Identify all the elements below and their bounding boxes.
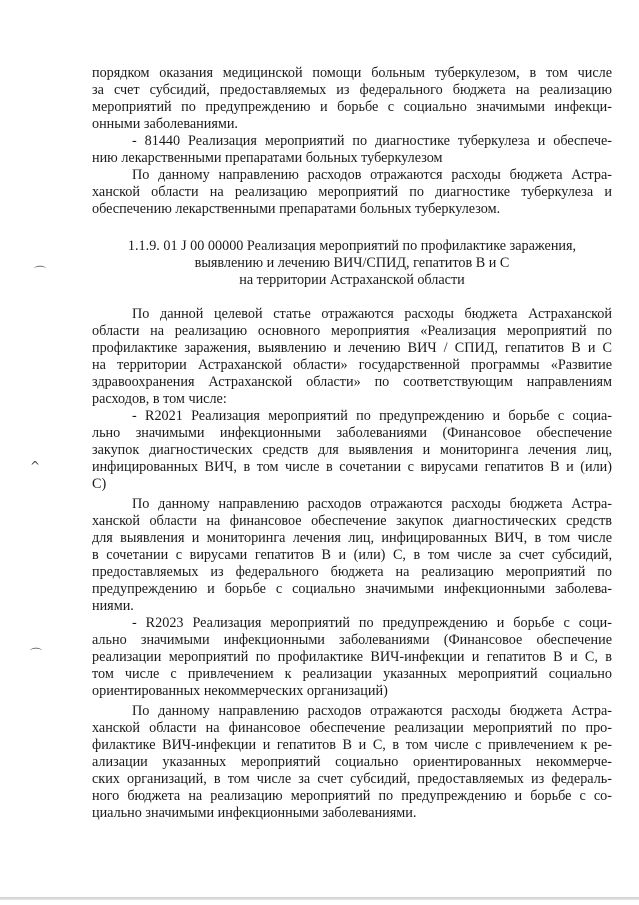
text-line: расходов, в том числе: xyxy=(92,391,227,407)
text-line: ханской области на финансовое обеспечение закупок диагностических средств xyxy=(92,513,612,529)
text-line: филактике ВИЧ-инфекции и гепатитов В и С, в том числе с привлечением к ре- xyxy=(92,737,612,753)
text-line: здравоохранения Астраханской области» по соответствующим направлениям xyxy=(92,374,612,390)
text-line: предоставляемых из федерального бюджета на реализацию мероприятий по xyxy=(92,564,612,580)
text-line: том числе с привлечением к реализации указанных мероприятий социально xyxy=(92,666,612,682)
text-line: профилактике заражения, выявлению и лечению ВИЧ / СПИД, гепатитов В и С xyxy=(92,340,612,356)
text-line: ских организаций, в том числе за счет субсидий, предоставляемых из федераль- xyxy=(92,771,612,787)
scan-mark-bottom: ⌒ xyxy=(30,647,43,661)
text-line: - R2021 Реализация мероприятий по предупреждению и борьбе с социа- xyxy=(132,408,612,424)
text-line: на территории Астраханской области» государственной программы «Развитие xyxy=(92,357,612,373)
text-line: реализации мероприятий по профилактике ВИЧ-инфекции и гепатитов В и С, в xyxy=(92,649,612,665)
text-line: ориентированных некоммерческих организаций) xyxy=(92,683,388,699)
text-line: в сочетании с вирусами гепатитов В и (или) С, в том числе за счет субсидий, xyxy=(92,547,612,563)
text-line: инфицированных ВИЧ, в том числе в сочетании с вирусами гепатитов В и (или) xyxy=(92,459,612,475)
page-bottom-edge xyxy=(0,897,639,900)
text-line: С) xyxy=(92,476,107,492)
text-line: закупок диагностических средств для выявления и мониторинга лечения лиц, xyxy=(92,442,612,458)
section-heading-line: на территории Астраханской области xyxy=(239,272,465,288)
text-line: порядком оказания медицинской помощи больным туберкулезом, в том числе xyxy=(92,65,612,81)
text-line: ханской области на реализацию мероприятий по диагностике туберкулеза и xyxy=(92,184,612,200)
text-line: области на реализацию основного мероприятия «Реализация мероприятий по xyxy=(92,323,612,339)
section-heading-line: выявлению и лечению ВИЧ/СПИД, гепатитов В и С xyxy=(194,255,510,271)
text-line: циально значимыми инфекционными заболеваниями. xyxy=(92,805,417,821)
scan-mark-middle: ^ xyxy=(30,459,41,473)
text-line: для выявления и мониторинга лечения лиц, инфицированных ВИЧ, в том числе xyxy=(92,530,612,546)
text-line: мероприятий по предупреждению и борьбе с социально значимыми инфекци- xyxy=(92,99,612,115)
text-line: По данному направлению расходов отражаются расходы бюджета Астра- xyxy=(132,703,612,719)
text-line: предупреждению и борьбе с социально значимыми инфекционными заболева- xyxy=(92,581,612,597)
text-line: ально значимыми инфекционными заболеваниями (Финансовое обеспечение xyxy=(92,632,612,648)
text-line: - 81440 Реализация мероприятий по диагностике туберкулеза и обеспече- xyxy=(132,133,612,149)
text-line: онными заболеваниями. xyxy=(92,116,238,132)
section-heading-line: 1.1.9. 01 J 00 00000 Реализация мероприятий по профилактике заражения, xyxy=(127,238,577,254)
text-line: По данной целевой статье отражаются расходы бюджета Астраханской xyxy=(132,306,612,322)
text-line: ного бюджета на реализацию мероприятий по предупреждению и борьбе с со- xyxy=(92,788,612,804)
text-line: нию лекарственными препаратами больных туберкулезом xyxy=(92,150,443,166)
text-line: ханской области на финансовое обеспечение реализации мероприятий по про- xyxy=(92,720,612,736)
text-line: ализации указанных мероприятий социально ориентированных некоммерче- xyxy=(92,754,612,770)
text-line: ниями. xyxy=(92,598,134,614)
text-line: льно значимыми инфекционными заболеваниями (Финансовое обеспечение xyxy=(92,425,612,441)
text-line: По данному направлению расходов отражаются расходы бюджета Астра- xyxy=(132,167,612,183)
text-line: обеспечению лекарственными препаратами больных туберкулезом. xyxy=(92,201,501,217)
text-line: По данному направлению расходов отражаются расходы бюджета Астра- xyxy=(132,496,612,512)
text-line: - R2023 Реализация мероприятий по предупреждению и борьбе с соци- xyxy=(132,615,612,631)
scan-mark-top: ⌒ xyxy=(34,265,47,279)
text-line: за счет субсидий, предоставляемых из федерального бюджета на реализацию xyxy=(92,82,612,98)
